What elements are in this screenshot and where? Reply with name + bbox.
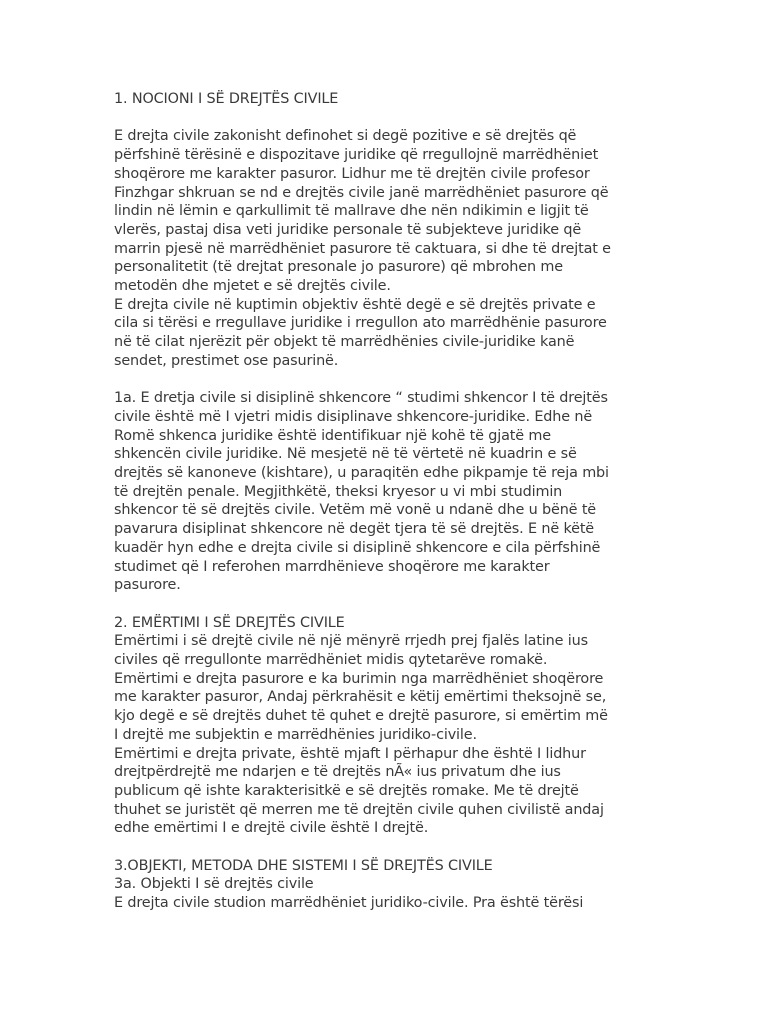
text-line: E drejta civile në kuptimin objektiv është degë e së drejtës private e bbox=[114, 296, 596, 313]
text-line: të drejtën penale. Megjithkëtë, theksi kryesor u vi mbi studimin bbox=[114, 483, 563, 500]
text-line: civile është më I vjetri midis disiplinave shkencore-juridike. Edhe në bbox=[114, 408, 593, 425]
text-line: marrin pjesë në marrëdhëniet pasurore të caktuara, si dhe të drejtat e bbox=[114, 240, 611, 257]
text-line: me karakter pasuror, Andaj përkrahësit e këtij emërtimi theksojnë se, bbox=[114, 689, 607, 706]
text-line: Emërtimi e drejta private, është mjaft I përhapur dhe është I lidhur bbox=[114, 745, 586, 762]
section-1-paragraph-2 bbox=[114, 296, 734, 371]
text-line: civiles që rregullonte marrëdhëniet midis qytetarëve romakë. bbox=[114, 652, 548, 669]
section-1-heading: 1. NOCIONI I SË DREJTËS CIVILE bbox=[114, 91, 339, 107]
text-line: publicum që ishte karakterisitkë e së drejtës romake. Me të drejtë bbox=[114, 782, 579, 799]
document-page bbox=[114, 90, 734, 913]
section-3a-paragraph bbox=[114, 894, 734, 913]
spacer bbox=[114, 371, 734, 390]
text-line: I drejtë me subjektin e marrëdhënies juridiko-civile. bbox=[114, 726, 477, 743]
spacer bbox=[114, 595, 734, 614]
text-line: E drejta civile zakonisht definohet si degë pozitive e së drejtës që bbox=[114, 128, 577, 145]
text-line: në të cilat njerëzit për objekt të marrëdhënies civile-juridike kanë bbox=[114, 334, 575, 351]
text-line: Romë shkenca juridike është identifikuar një kohë të gjatë me bbox=[114, 427, 551, 444]
text-line: E drejta civile studion marrëdhëniet juridiko-civile. Pra është tërësi bbox=[114, 895, 584, 912]
section-1a-paragraph bbox=[114, 389, 734, 595]
section-2-paragraph bbox=[114, 632, 734, 838]
text-line: studimet që I referohen marrdhënieve shoqërore me karakter bbox=[114, 558, 550, 575]
spacer bbox=[114, 109, 734, 128]
text-line: shkencën civile juridike. Në mesjetë në të vërtetë në kuadrin e së bbox=[114, 446, 577, 463]
text-line: pavarura disiplinat shkencore në degët tjera të së drejtës. E në këtë bbox=[114, 521, 595, 538]
section-3-heading: 3.OBJEKTI, METODA DHE SISTEMI I SË DREJTËS CIVILE bbox=[114, 857, 493, 874]
text-line: pasurore. bbox=[114, 577, 181, 594]
text-line: përfshinë tërësinë e dispozitave juridike që rregullojnë marrëdhëniet bbox=[114, 147, 599, 164]
text-line: metodën dhe mjetet e së drejtës civile. bbox=[114, 278, 391, 295]
text-line: sendet, prestimet ose pasurinë. bbox=[114, 352, 339, 369]
section-1-paragraph-1 bbox=[114, 127, 734, 295]
text-line: 1a. E dretja civile si disiplinë shkencore “ studimi shkencor I të drejtës bbox=[114, 390, 608, 407]
text-line: thuhet se juristët që merren me të drejtën civile quhen civilistë andaj bbox=[114, 801, 604, 818]
spacer bbox=[114, 838, 734, 857]
text-line: Emërtimi e drejta pasurore e ka burimin nga marrëdhëniet shoqërore bbox=[114, 670, 604, 687]
text-line: vlerës, pastaj disa veti juridike personale të subjekteve juridike që bbox=[114, 221, 582, 238]
text-line: cila si tërësi e rregullave juridike i rregullon ato marrëdhënie pasurore bbox=[114, 315, 607, 332]
text-line: Finzhgar shkruan se nd e drejtës civile janë marrëdhëniet pasurore që bbox=[114, 184, 609, 201]
section-3a-subheading: 3a. Objekti I së drejtës civile bbox=[114, 876, 314, 893]
text-line: kuadër hyn edhe e drejta civile si disiplinë shkencore e cila përfshinë bbox=[114, 539, 601, 556]
text-line: drejtpërdrejtë me ndarjen e të drejtës nÃ« ius privatum dhe ius bbox=[114, 764, 561, 781]
text-line: lindin në lëmin e qarkullimit të mallrave dhe nën ndikimin e ligjit të bbox=[114, 203, 589, 220]
text-line: personalitetit (të drejtat presonale jo pasurore) që mbrohen me bbox=[114, 259, 563, 276]
text-line: drejtës së kanoneve (kishtare), u paraqitën edhe pikpamje të reja mbi bbox=[114, 465, 609, 482]
text-line: kjo degë e së drejtës duhet të quhet e drejtë pasurore, si emërtim më bbox=[114, 708, 608, 725]
section-2-heading: 2. EMËRTIMI I SË DREJTËS CIVILE bbox=[114, 614, 345, 631]
text-line: edhe emërtimi I e drejtë civile është I drejtë. bbox=[114, 820, 429, 837]
text-line: shkencor të së drejtës civile. Vetëm më vonë u ndanë dhe u bënë të bbox=[114, 502, 597, 519]
text-line: shoqërore me karakter pasuror. Lidhur me të drejtën civile profesor bbox=[114, 165, 590, 182]
text-line: Emërtimi i së drejtë civile në një mënyrë rrjedh prej fjalës latine ius bbox=[114, 633, 588, 650]
